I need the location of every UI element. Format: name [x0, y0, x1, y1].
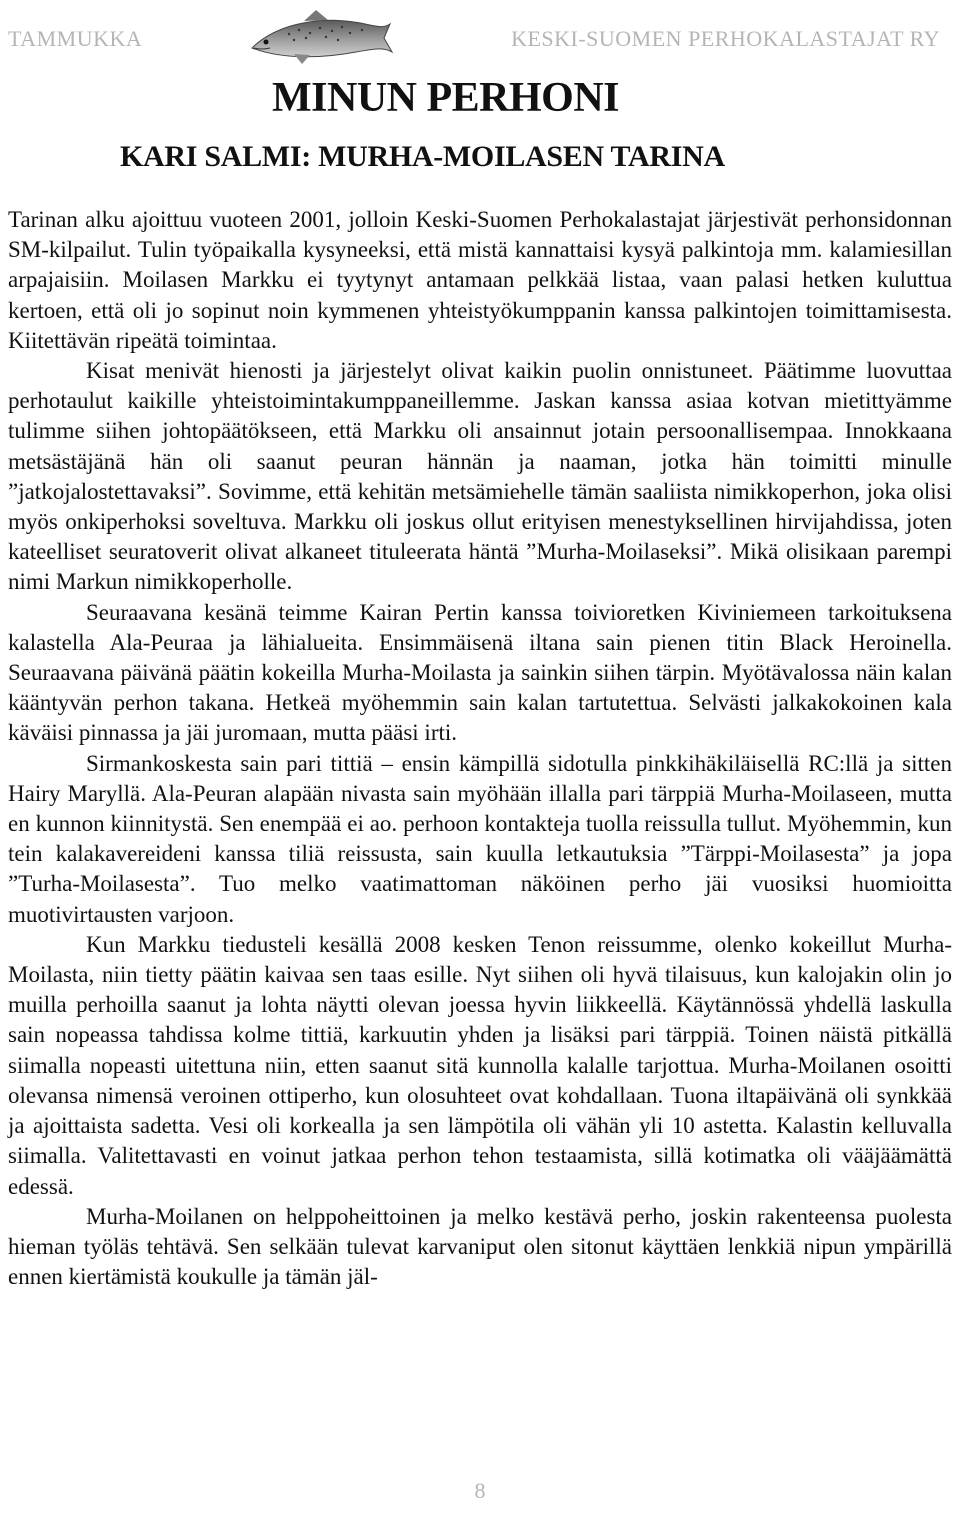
paragraph: Sirmankoskesta sain pari tittiä – ensin kämpillä sidotulla pinkkihäkiläisellä RC:llä ja sitten Hairy Maryllä. Ala-Peuran alapään nivasta sain myöhään illalla pari tärppiä Murha-Moilaseen, mutta en kunnon kiinnitystä. Sen enempää ei ao. perhoon kontakteja tuolla reissulla tullut. Myöhemmin, kun tein kalakavereideni kanssa tiliä reissusta, sain kuulla letkautuksia ”Tärppi-Moilasesta” ja jopa ”Turha-Moilasesta”. Tuo melko vaatimattoman näköinen perho jäi vuosiksi huomioitta muotivirtausten varjoon.	[8, 750, 952, 927]
magazine-name: TAMMUKKA	[8, 26, 143, 51]
paragraph: Kun Markku tiedusteli kesällä 2008 kesken Tenon reissumme, olenko kokeillut Murha-Moilasta, niin tietty päätin kaivaa sen taas esille. Nyt siihen oli hyvä tilaisuus, kun kalojakin olin jo muilla perhoilla saanut ja lohta näytti olevan joessa hyvin liikkeellä. Käytännössä yhdellä laskulla sain nopeassa tahdissa kolme tittiä, karkuutin yhden ja lisäksi pari tärppiä. Toinen näistä pitkällä siimalla nopeasti uitettuna niin, etten saanut sitä kunnolla kalalle tarjottua. Murha-Moilanen osoitti olevansa nimensä veroinen ottiperho, kun olosuhteet ovat kohdallaan. Tuona iltapäivänä oli synkkää ja ajoittaista sadetta. Vesi oli korkealla ja sen lämpötila oli vähän yli 10 astetta. Kalastin kelluvalla siimalla. Valitettavasti en voinut jatkaa perhon tehon testaamista, sillä kotimatka oli vääjäämättä edessä.	[8, 931, 952, 1199]
club-name: KESKI-SUOMEN PERHOKALASTAJAT RY	[511, 26, 940, 51]
paragraph: Tarinan alku ajoittuu vuoteen 2001, jolloin Keski-Suomen Perhokalastajat järjestivät perhonsidonnan SM-kilpailut. Tulin työpaikalla kysyneeksi, että mistä kannattaisi kysyä palkintoja mm. kalamiesillan arpajaisiin. Moilasen Markku ei tyytynyt antamaan pelkkää listaa, vaan palasi hetken kuluttua kertoen, että oli jo sopinut noin kymmenen yhteistyökumppanin kanssa palkintojen toimittamisesta. Kiitettävän ripeätä toimintaa.	[8, 207, 952, 353]
page-number: 8	[474, 1478, 486, 1503]
trout-fish-icon	[244, 4, 394, 66]
paragraph: Seuraavana kesänä teimme Kairan Pertin kanssa toivioretken Kiviniemeen tarkoituksena kalastella Ala-Peuraa ja lähialueita. Ensimmäisenä iltana sain pienen titin Black Heroinella. Seuraavana päivänä päätin kokeilla Murha-Moilasta ja sainkin siihen tärpin. Myötävalossa näin kalan kääntyvän perhon takana. Hetkeä myöhemmin sain kalan tartutettua. Selvästi jalkakokoinen kala käväisi pinnassa ja jäi juromaan, mutta pääsi irti.	[8, 599, 952, 746]
paragraph: Kisat menivät hienosti ja järjestelyt olivat kaikin puolin onnistuneet. Päätimme luovuttaa perhotaulut kaikille yhteistoimintakumppaneillemme. Jaskan kanssa asiaa kotvan mietittyämme tulimme siihen johtopäätökseen, että Markku oli ansainnut jotain persoonallisempaa. Innokkaana metsästäjänä hän oli saanut peuran hännän ja naaman, jotka hän toimitti minulle ”jatkojalostettavaksi”. Sovimme, että kehitän metsämiehelle tämän saaliista nimikkoperhon, joka olisi myös onkiperhoksi soveltuva. Markku oli joskus ollut erityisen menestyksellinen hirvijahdissa, joten kateelliset seuratoverit olivat alkaneet tituleerata häntä ”Murha-Moilaseksi”. Mikä olisikaan parempi nimi Markun nimikkoperholle.	[8, 358, 952, 595]
article-body	[8, 205, 952, 1292]
paragraph: Murha-Moilanen on helppoheittoinen ja melko kestävä perho, joskin rakenteensa puolesta hieman työläs tehtävä. Sen selkään tulevat karvaniput olen sitonut käyttäen lenkkiä nipun ympärillä ennen kiertämistä koukulle ja tämän jäl-	[8, 1203, 952, 1290]
section-title: MINUN PERHONI	[272, 75, 619, 121]
article-title: KARI SALMI: MURHA-MOILASEN TARINA	[120, 140, 725, 173]
